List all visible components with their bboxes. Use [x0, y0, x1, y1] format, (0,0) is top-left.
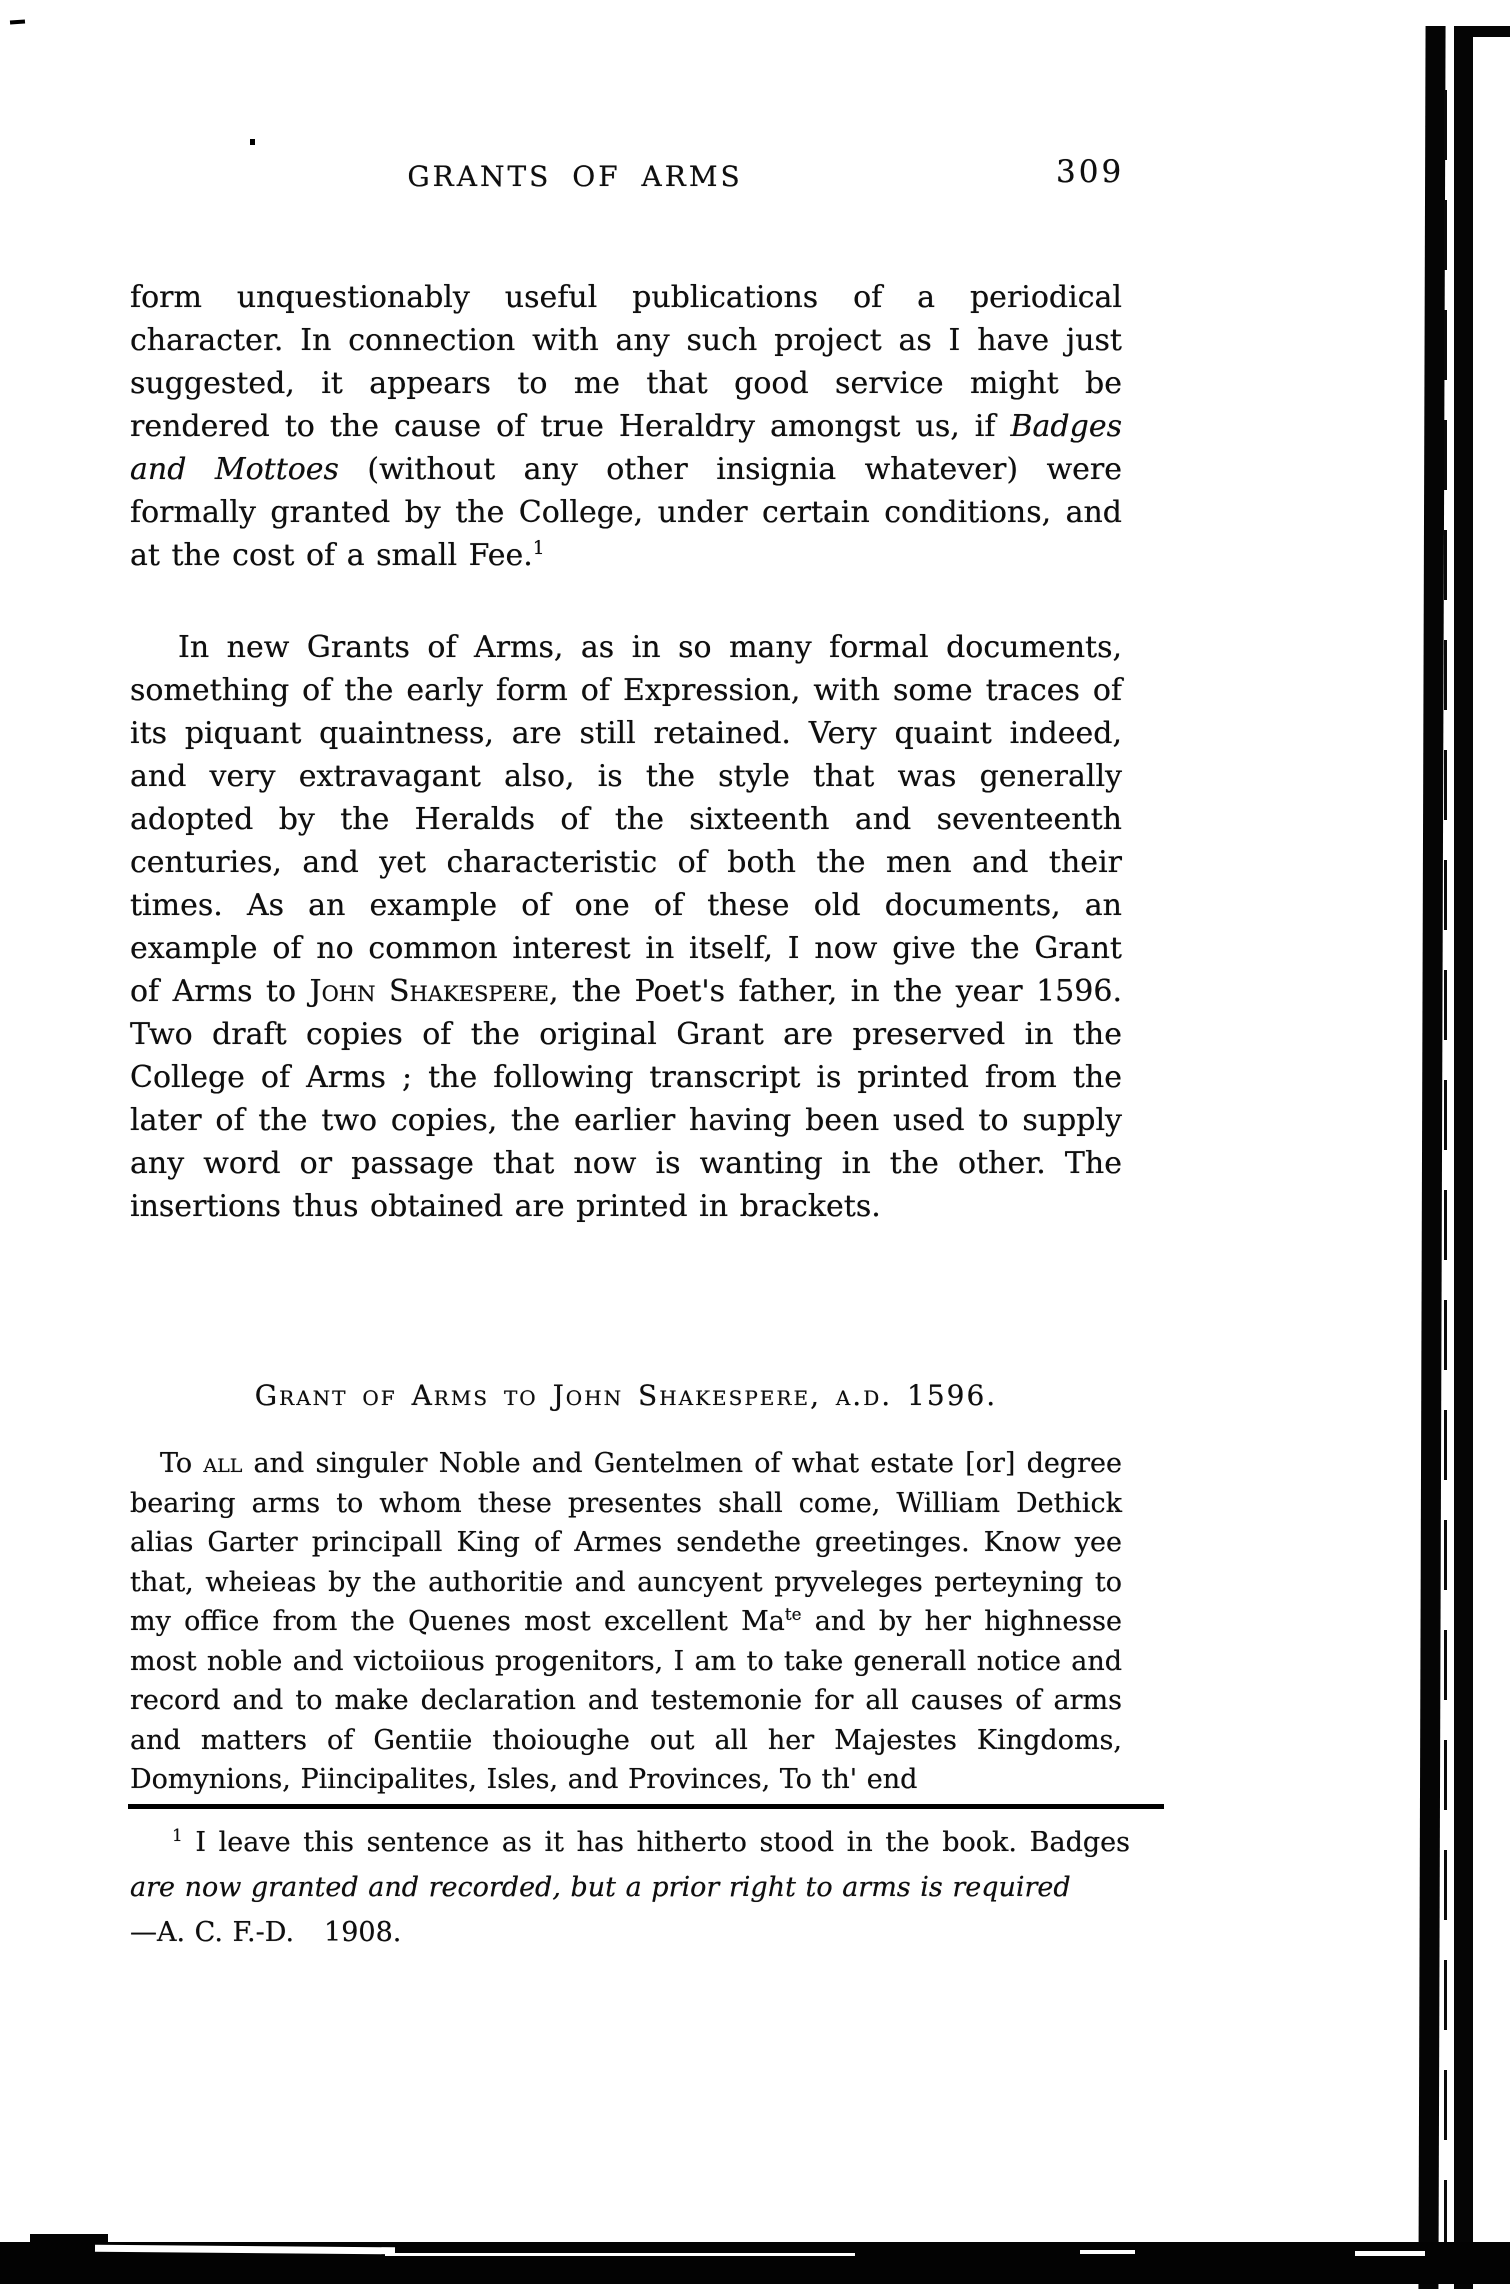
- footnote-year: 1908.: [324, 1917, 402, 1948]
- paragraph-1-italic-phrase: Badges and Mottoes: [130, 409, 1122, 487]
- grant-text: and singuler Noble and Gentelmen of what estate [or] degree bearing arms to whom these presentes shall come, William Dethick alias Garter principall King of Armes sendethe greetinges. Know yee that, wheieas by the authoritie and auncyent pryveleges perteyning to my office from the Quenes most excellent Ma: [130, 1448, 1122, 1637]
- footnote-author-initials: —A. C. F.-D.: [130, 1917, 295, 1948]
- scan-artifact-bottom-white-crack: [385, 2253, 855, 2256]
- running-head-title: GRANTS OF ARMS: [407, 160, 743, 193]
- grant-transcript-paragraph: [130, 1444, 1122, 1800]
- footnote-text: I leave this sentence as it has hitherto stood in the book. Badges: [182, 1827, 1130, 1858]
- page-number: 309: [1056, 154, 1125, 190]
- grant-opening-word: To: [160, 1448, 204, 1479]
- paragraph-2: [130, 626, 1122, 1228]
- scan-artifact-bottom-speck: [1080, 2250, 1135, 2254]
- paragraph-1-text-continued: (without any other insignia whatever) were formally granted by the College, under certain conditions, and at the cost of a small Fee.: [130, 452, 1122, 573]
- footnote-reference-mark: 1: [532, 538, 545, 559]
- scan-artifact-spine-band-right: [1454, 26, 1473, 2289]
- footnote-marker: 1: [172, 1825, 183, 1845]
- grant-all-small-caps: all: [203, 1448, 243, 1479]
- footnote-signature-line: [130, 1910, 1130, 1955]
- grant-superscript-te: te: [784, 1604, 802, 1624]
- scan-artifact-spine-thin-line: [1444, 90, 1447, 2289]
- scan-artifact-dot: [250, 139, 255, 145]
- scan-artifact-dash: [10, 19, 25, 24]
- footnote: [130, 1820, 1130, 1955]
- footnote-italic-text: are now granted and recorded, but a prior right to arms is required: [130, 1872, 1071, 1903]
- grant-text-continued: and by her highnesse most noble and victoiious progenitors, I am to take generall notice and record and to make declaration and testemonie for all causes of arms and matters of Gentiie thoioughe out all her Majestes Kingdoms, Domynions, Piincipalites, Isles, and Provinces, To th' end: [130, 1606, 1122, 1795]
- scan-artifact-spine-band-left: [1418, 26, 1445, 2289]
- paragraph-1: [130, 276, 1122, 577]
- paragraph-1-text: form unquestionably useful publications of a periodical character. In connection with any such project as I have just suggested, it appears to me that good service might be rendered to the cause of true Heraldry amongst us, if: [130, 280, 1122, 444]
- paragraph-2-text: In new Grants of Arms, as in so many formal documents, something of the early form of Expression, with some traces of its piquant quaintness, are still retained. Very quaint indeed, and very extravagant also, is the style that was generally adopted by the Heralds of the sixteenth and seventeenth centuries, and yet characteristic of both the men and their times. As an example of one of these old documents, an example of no common interest in itself, I now give the Grant of Arms to: [130, 630, 1122, 1009]
- scan-artifact-bottom-speck-2: [1355, 2251, 1425, 2256]
- paragraph-2-text-continued: , the Poet's father, in the year 1596. Two draft copies of the original Grant are preserved in the College of Arms ; the following transcript is printed from the later of the two copies, the earlier having been used to supply any word or passage that now is wanting in the other. The insertions thus obtained are printed in brackets.: [130, 974, 1122, 1224]
- section-heading: Grant of Arms to John Shakespere, a.d. 1596.: [254, 1379, 998, 1412]
- footnote-divider-rule: [128, 1804, 1164, 1809]
- paragraph-2-name-small-caps: John Shakespere: [309, 974, 549, 1009]
